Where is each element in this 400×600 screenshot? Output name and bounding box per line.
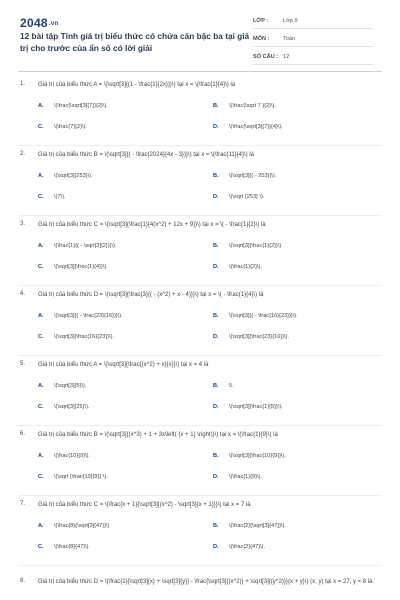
question-text: Giá trị của biểu thức B = \(\sqrt[3]{( - \frac{2024}{4x - 3})}\) tại x = \(\frac{11}{4}\) là	[38, 152, 255, 158]
meta-label: SỐ CÂU :	[253, 54, 279, 60]
option-d[interactable]	[213, 544, 265, 550]
option-text: \(\frac{1}{2}\).	[229, 264, 262, 270]
question-separator	[18, 425, 382, 426]
option-text: \(\sqrt[3]{\frac{1}{2}}\).	[229, 243, 283, 249]
option-letter: D.	[213, 544, 219, 550]
option-text: \(\frac{1}{9}\).	[229, 474, 262, 480]
question-separator	[18, 495, 382, 496]
question-text: Giá trị của biểu thức D = \(\sqrt[3]{\frac{3}{( - (x^2) + x - 4)}}\) tại x = \( - \frac{1}{4}\) là	[38, 292, 264, 298]
option-a[interactable]	[38, 243, 117, 249]
option-b[interactable]	[213, 243, 283, 249]
option-letter: C.	[38, 474, 44, 480]
meta-row-grade	[253, 14, 373, 29]
option-d[interactable]	[213, 264, 262, 270]
option-text: \(\frac{2}{\sqrt[3]{47}}\).	[229, 523, 286, 529]
option-text: \(\frac{1}{( - \sqrt[3]{2})}\).	[54, 243, 117, 249]
option-letter: C.	[38, 334, 44, 340]
option-letter: C.	[38, 194, 44, 200]
option-letter: B.	[213, 313, 219, 319]
option-c[interactable]	[38, 194, 66, 200]
option-letter: A.	[38, 383, 44, 389]
meta-value: Toán	[283, 36, 296, 42]
option-text: \(\sqrt[3]{25}\).	[54, 404, 90, 410]
option-c[interactable]	[38, 404, 89, 410]
option-a[interactable]	[38, 453, 90, 459]
meta-value: Lớp 9	[283, 18, 298, 24]
question-text: Giá trị của biểu thức D = \(\frac{1}{\sqrt[3]{x} + \sqrt[3]{y}} - \frac{\sqrt[3]{(x^2)} + \sqrt[3]{(y^2)}}{x + y}\) (x, y) tại x = 27, y = 8 là	[38, 579, 373, 585]
option-c[interactable]	[38, 124, 87, 130]
option-text: \(\sqrt[3]{\frac{1}{4}}\).	[54, 264, 108, 270]
option-c[interactable]	[38, 544, 90, 550]
option-text: \(\sqrt[3]{( - \frac{16}{23})}\).	[229, 313, 298, 319]
meta-row-count	[253, 50, 373, 65]
option-text: \(\sqrt[3]{253}\).	[54, 173, 93, 179]
option-text: \(\sqrt[3]{( - 253)}\).	[229, 173, 277, 179]
option-letter: B.	[213, 523, 219, 529]
option-a[interactable]	[38, 383, 86, 389]
option-text: \(\sqrt {\frac{10}{9}} \).	[54, 474, 108, 480]
question-number: 1.	[20, 81, 26, 87]
question-separator	[18, 285, 382, 286]
option-letter: A.	[38, 103, 44, 109]
option-a[interactable]	[38, 523, 109, 529]
option-letter: D.	[213, 474, 219, 480]
option-text: \(\frac{7}{2}\).	[54, 124, 87, 130]
option-letter: A.	[38, 173, 44, 179]
option-text: \(\sqrt[3]{\frac{16}{23}}\).	[54, 334, 115, 340]
option-a[interactable]	[38, 173, 93, 179]
question-number: 8.	[20, 578, 26, 584]
option-letter: C.	[38, 124, 44, 130]
meta-label: LỚP :	[253, 18, 269, 24]
option-a[interactable]	[38, 103, 108, 109]
option-text: \(\sqrt[3]{5}\).	[54, 383, 87, 389]
option-d[interactable]	[213, 194, 264, 200]
document-header	[0, 0, 400, 70]
question-number: 5.	[20, 361, 26, 367]
option-letter: A.	[38, 243, 44, 249]
option-text: \(\frac{2}{47}\).	[229, 544, 266, 550]
option-letter: B.	[213, 383, 219, 389]
option-letter: B.	[213, 243, 219, 249]
option-letter: C.	[38, 544, 44, 550]
question-number: 4.	[20, 291, 26, 297]
option-letter: B.	[213, 453, 219, 459]
option-c[interactable]	[38, 474, 108, 480]
question-separator	[18, 355, 382, 356]
option-letter: A.	[38, 313, 44, 319]
question-text: Giá trị của biểu thức A = \(\sqrt[3]{(1 - \frac{1}{2x})}\) tại x = \(\frac{1}{4}\) là	[38, 82, 236, 88]
option-c[interactable]	[38, 334, 114, 340]
question-separator	[18, 565, 382, 566]
option-text: \(\sqrt[3]{\frac{1}{5}}\).	[229, 404, 283, 410]
site-logo[interactable]	[20, 16, 58, 30]
option-b[interactable]	[213, 453, 286, 459]
option-letter: C.	[38, 264, 44, 270]
question-text: Giá trị của biểu thức A = \(\sqrt[3]{\frac{(x^2) + x}{x}}\) tại x = 4 là	[38, 362, 209, 368]
question-separator	[18, 215, 382, 216]
option-b[interactable]	[213, 383, 234, 389]
question-number: 7.	[20, 501, 26, 507]
option-text: \(\frac{\sqrt 7 }{2}\).	[229, 103, 276, 109]
logo-text: 2048	[20, 16, 48, 30]
question-text: Giá trị của biểu thức C = \(\frac{x + 1}{\sqrt[3]{(x^2) - \sqrt[3]{x + 1}}}\) tại x = 7 là	[38, 502, 251, 508]
header-divider	[18, 71, 382, 72]
logo-tld: .vn	[48, 20, 59, 27]
option-text: \(\frac{8}{47}\).	[54, 544, 91, 550]
option-text: \(7\).	[54, 194, 66, 200]
question-separator	[18, 145, 382, 146]
option-letter: C.	[38, 404, 44, 410]
option-b[interactable]	[213, 523, 286, 529]
option-b[interactable]	[213, 103, 276, 109]
option-b[interactable]	[213, 313, 298, 319]
question-text: Giá trị của biểu thức C = \(\sqrt[3]{\frac{1}{4(x^2) + 12x + 9}}\) tại x = \( - \frac{1}{2}\) là	[38, 222, 266, 228]
option-d[interactable]	[213, 404, 283, 410]
question-number: 2.	[20, 151, 26, 157]
option-letter: B.	[213, 103, 219, 109]
option-text: \(\sqrt[3]{\frac{10}{9}}\).	[229, 453, 286, 459]
option-letter: D.	[213, 404, 219, 410]
question-number: 3.	[20, 221, 26, 227]
option-a[interactable]	[38, 313, 123, 319]
option-letter: B.	[213, 173, 219, 179]
option-text: \(\sqrt[3]{\frac{23}{16}}\).	[229, 334, 290, 340]
option-letter: A.	[38, 523, 44, 529]
option-letter: D.	[213, 264, 219, 270]
meta-label: MÔN :	[253, 36, 270, 42]
option-letter: A.	[38, 453, 44, 459]
option-letter: D.	[213, 194, 219, 200]
meta-row-subject	[253, 32, 373, 47]
meta-box	[253, 14, 373, 68]
option-letter: D.	[213, 334, 219, 340]
option-d[interactable]	[213, 124, 283, 130]
option-text: \(\frac{8}{\sqrt[3]{47}}\)	[54, 523, 110, 529]
option-text: \(\sqrt {253} \).	[229, 194, 265, 200]
option-text: \(\frac{\sqrt[3]{7}}{4}\).	[229, 124, 283, 130]
option-d[interactable]	[213, 334, 289, 340]
option-d[interactable]	[213, 474, 262, 480]
document-title: 12 bài tập Tính giá trị biểu thức có chứa căn bậc ba tại giá trị cho trước của ẩn số có lời giải	[20, 31, 250, 53]
question-number: 6.	[20, 431, 26, 437]
option-text: \(\frac{10}{9}\).	[54, 453, 91, 459]
question-text: Giá trị của biểu thức B = \(\sqrt[3]{(x^3) + 1 + 3x\left( {x + 1} \right)}\) tại x = \(\frac{1}{9}\) là	[38, 432, 278, 438]
option-text: 5.	[229, 383, 234, 389]
option-letter: D.	[213, 124, 219, 130]
option-text: \(\sqrt[3]{( - \frac{23}{16})}\).	[54, 313, 123, 319]
option-b[interactable]	[213, 173, 276, 179]
meta-value: 12	[283, 54, 290, 60]
option-text: \(\frac{\sqrt[3]{7}}{2}\).	[54, 103, 108, 109]
option-c[interactable]	[38, 264, 108, 270]
